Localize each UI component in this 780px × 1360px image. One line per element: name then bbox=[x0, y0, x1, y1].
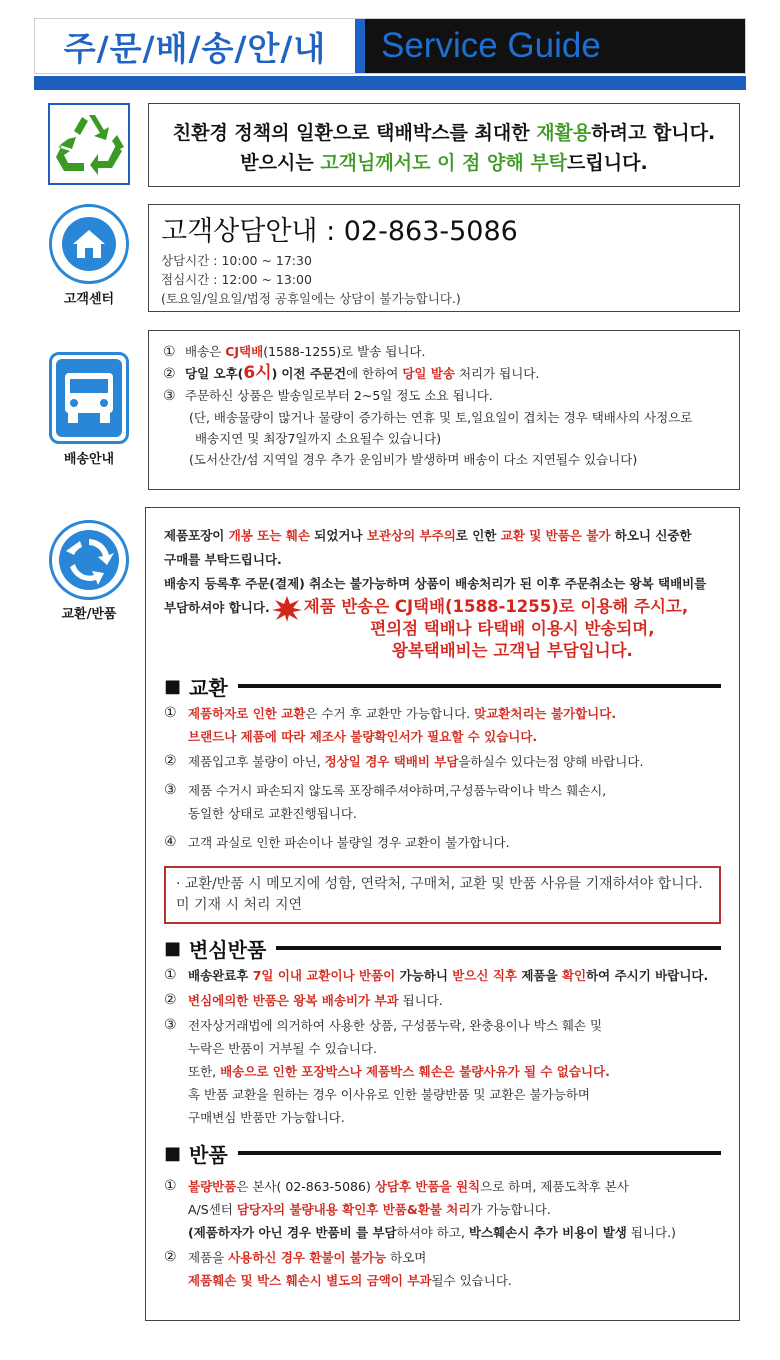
header-separator bbox=[355, 19, 365, 73]
item-number: ② bbox=[164, 753, 177, 769]
returns-box bbox=[145, 507, 740, 1321]
item-text: A/S센터 bbox=[188, 1202, 237, 1217]
shipping-note-1: (단, 배송물량이 많거나 물량이 증가하는 연휴 및 토,일요일이 겹치는 경우 택배사의 사정으로 bbox=[189, 410, 693, 425]
change-item-2 bbox=[164, 989, 721, 1012]
change-heading bbox=[164, 934, 721, 962]
item-highlight: 확인 bbox=[561, 968, 587, 983]
eco-text: 친환경 정책의 일환으로 택배박스를 최대한 bbox=[172, 122, 537, 144]
item-number: ③ bbox=[164, 1017, 177, 1033]
header-title-ko: 주/문/배/송/안/내 bbox=[63, 28, 327, 68]
exchange-icon-circle bbox=[49, 520, 129, 600]
shipping-note-2: 배송지연 및 최장7일까지 소요될수 있습니다) bbox=[195, 431, 442, 446]
eco-text: 하려고 합니다. bbox=[591, 122, 716, 144]
item-number: ① bbox=[164, 705, 177, 721]
exchange-item-2 bbox=[164, 750, 721, 773]
contact-box bbox=[148, 204, 740, 312]
memo-notice-2: 미 기재 시 처리 지연 bbox=[176, 897, 302, 913]
exchange-title: 교환 bbox=[189, 675, 228, 700]
item-highlight: 맞교환처리는 불가합니다. bbox=[474, 706, 617, 721]
burst-icon bbox=[272, 596, 302, 622]
intro-text: 하오니 신중한 bbox=[610, 528, 692, 543]
eco-notice bbox=[148, 103, 740, 187]
item-text: (1588-1255)로 발송 됩니다. bbox=[263, 344, 426, 359]
item-highlight: 정상일 경우 택배비 부담 bbox=[324, 754, 459, 769]
item-highlight: 제품하자로 인한 교환 bbox=[188, 706, 306, 721]
eco-line-2 bbox=[149, 148, 739, 178]
exchange-item-1 bbox=[164, 702, 721, 748]
item-text: 누락은 반품이 거부될 수 있습니다. bbox=[188, 1041, 377, 1056]
shipping-box bbox=[148, 330, 740, 490]
eco-highlight: 재활용 bbox=[536, 122, 592, 144]
item-number: ③ bbox=[164, 782, 177, 798]
item-text: 하여 주시기 바랍니다. bbox=[586, 968, 709, 983]
item-text: 혹 반품 교환을 원하는 경우 이사유로 인한 불량반품 및 교환은 불가능하며 bbox=[188, 1087, 590, 1102]
recycle-icon-box bbox=[48, 103, 130, 185]
eco-text: 받으시는 bbox=[240, 152, 321, 174]
item-text: ) bbox=[271, 366, 278, 381]
memo-notice bbox=[164, 866, 721, 924]
item-text: 하셔야 하고, bbox=[396, 1225, 469, 1240]
contact-label: 고객센터 bbox=[63, 292, 115, 307]
item-text: 됩니다.) bbox=[626, 1225, 676, 1240]
intro-text: 로 인한 bbox=[455, 528, 501, 543]
item-highlight: 사용하신 경우 환불이 불가능 bbox=[228, 1250, 387, 1265]
refund-item-2 bbox=[164, 1246, 721, 1292]
refund-title: 반품 bbox=[189, 1142, 228, 1167]
heading-rule bbox=[276, 946, 721, 950]
item-text: 제품 수거시 파손되지 않도록 포장해주셔야하며,구성품누락이나 박스 훼손시, bbox=[188, 783, 607, 798]
contact-title: 고객상담안내 : 02-863-5086 bbox=[161, 216, 518, 247]
truck-icon-box bbox=[49, 352, 129, 444]
intro-highlight: 보관상의 부주의 bbox=[366, 528, 456, 543]
eco-text: 드립니다. bbox=[567, 152, 648, 174]
change-item-3 bbox=[164, 1014, 721, 1129]
returns-star-block bbox=[164, 596, 721, 662]
item-text: 제품을 bbox=[188, 1250, 229, 1265]
exchange-icon bbox=[58, 529, 120, 591]
item-text: 제품입고후 불량이 아닌, bbox=[188, 754, 325, 769]
home-icon-circle bbox=[49, 204, 129, 284]
item-number: ④ bbox=[164, 834, 177, 850]
intro-highlight: 교환 및 반품은 불가 bbox=[500, 528, 611, 543]
heading-rule bbox=[238, 1151, 721, 1155]
heading-rule bbox=[238, 684, 721, 688]
item-text: 배송완료후 bbox=[188, 968, 253, 983]
item-text: 제품을 bbox=[517, 968, 562, 983]
item-text: 구매변심 반품만 가능합니다. bbox=[188, 1110, 345, 1125]
item-text: 처리가 됩니다. bbox=[454, 366, 540, 381]
change-item-1 bbox=[164, 964, 721, 987]
star-line-3: 왕복택배비는 고객님 부담입니다. bbox=[391, 641, 633, 660]
contact-note: (토요일/일요일/법정 공휴일에는 상담이 불가능합니다.) bbox=[161, 291, 461, 306]
square-bullet-icon: ■ bbox=[164, 937, 182, 959]
shipping-item-3 bbox=[163, 385, 725, 407]
header-bar bbox=[34, 76, 746, 90]
item-highlight: 당일 발송 bbox=[402, 366, 455, 381]
page-header bbox=[34, 18, 746, 74]
item-highlight: 상담후 반품을 원칙 bbox=[374, 1179, 481, 1194]
item-text: 주문하신 상품은 발송일로부터 2~5일 정도 소요 됩니다. bbox=[185, 388, 493, 403]
square-bullet-icon: ■ bbox=[164, 1142, 182, 1164]
intro-text: 제품포장이 bbox=[164, 528, 229, 543]
item-number: ③ bbox=[163, 388, 176, 404]
item-text: 은 수거 후 교환만 가능합니다. bbox=[305, 706, 475, 721]
item-text: 박스훼손시 추가 비용이 발생 bbox=[468, 1225, 627, 1240]
item-text: 또한, bbox=[188, 1064, 221, 1079]
returns-intro-2: 구매를 부탁드립니다. bbox=[164, 552, 282, 567]
returns-intro-1 bbox=[164, 524, 721, 548]
shipping-item-1 bbox=[163, 341, 725, 363]
returns-label: 교환/반품 bbox=[61, 607, 117, 622]
shipping-label: 배송안내 bbox=[63, 452, 115, 467]
item-text: 당일 오후( bbox=[185, 366, 244, 381]
item-highlight: 불량반품 bbox=[188, 1179, 237, 1194]
item-highlight: 배송으로 인한 포장박스나 제품박스 훼손은 불량사유가 될 수 없습니다. bbox=[220, 1064, 610, 1079]
item-text: 고객 과실로 인한 파손이나 불량일 경우 교환이 불가합니다. bbox=[188, 835, 510, 850]
item-text: 하오며 bbox=[386, 1250, 427, 1265]
item-text: 가능하니 bbox=[395, 968, 453, 983]
item-highlight: 담당자의 불량내용 확인후 반품&환불 처리 bbox=[236, 1202, 471, 1217]
refund-item-1 bbox=[164, 1175, 721, 1244]
contact-lunch: 점심시간 : 12:00 ~ 13:00 bbox=[161, 272, 312, 287]
item-highlight: 6시 bbox=[243, 363, 272, 383]
item-text: 이전 주문건 bbox=[281, 366, 347, 381]
item-number: ① bbox=[163, 344, 176, 360]
change-title: 변심반품 bbox=[189, 937, 267, 962]
item-highlight: CJ택배 bbox=[225, 344, 264, 359]
item-text: 됩니다. bbox=[398, 993, 443, 1008]
truck-icon bbox=[56, 359, 122, 437]
square-bullet-icon: ■ bbox=[164, 675, 182, 697]
intro-text: 되었거나 bbox=[309, 528, 367, 543]
item-text: 을하실수 있다는점 양해 바랍니다. bbox=[458, 754, 644, 769]
item-text: 전자상거래법에 의거하여 사용한 상품, 구성품누락, 완충용이나 박스 훼손 및 bbox=[188, 1018, 603, 1033]
item-highlight: 제품훼손 및 박스 훼손시 별도의 금액이 부과 bbox=[188, 1273, 432, 1288]
exchange-item-3 bbox=[164, 779, 721, 825]
exchange-heading bbox=[164, 672, 721, 700]
item-number: ② bbox=[164, 992, 177, 1008]
eco-line-1 bbox=[149, 118, 739, 148]
item-text: 동일한 상태로 교환진행됩니다. bbox=[188, 806, 357, 821]
item-text: 될수 있습니다. bbox=[431, 1273, 512, 1288]
item-highlight: 변심에의한 반품은 왕복 배송비가 부과 bbox=[188, 993, 399, 1008]
recycle-icon bbox=[54, 111, 124, 177]
item-text: 배송은 bbox=[185, 344, 226, 359]
header-title-en: Service Guide bbox=[365, 19, 745, 73]
item-highlight: 브랜드나 제품에 따라 제조사 불량확인서가 필요할 수 있습니다. bbox=[188, 729, 538, 744]
item-text: 에 한하여 bbox=[346, 366, 403, 381]
item-number: ① bbox=[164, 1178, 177, 1194]
memo-notice-1: · 교환/반품 시 메모지에 성함, 연락처, 구매처, 교환 및 반품 사유를 기재하셔야 합니다. bbox=[176, 876, 703, 892]
returns-intro-3: 배송지 등록후 주문(결제) 취소는 불가능하며 상품이 배송처리가 된 이후 주문취소는 왕복 택배비를 bbox=[164, 576, 707, 591]
intro-highlight: 개봉 또는 훼손 bbox=[228, 528, 310, 543]
item-text: 은 본사( 02-863-5086) bbox=[236, 1179, 375, 1194]
returns-intro-4: 부담하셔야 합니다. bbox=[164, 600, 270, 615]
shipping-item-2 bbox=[163, 363, 725, 385]
star-line-2: 편의점 택배나 타택배 이용시 반송되며, bbox=[370, 619, 655, 638]
exchange-item-4 bbox=[164, 831, 721, 854]
item-number: ② bbox=[163, 366, 176, 382]
item-number: ② bbox=[164, 1249, 177, 1265]
shipping-note-3: (도서산간/섬 지역일 경우 추가 운임비가 발생하며 배송이 다소 지연될수 있습니다) bbox=[189, 452, 638, 467]
contact-hours: 상담시간 : 10:00 ~ 17:30 bbox=[161, 253, 312, 268]
star-line-1: 제품 반송은 CJ택배(1588-1255)로 이용해 주시고, bbox=[303, 597, 689, 616]
item-number: ① bbox=[164, 967, 177, 983]
item-text: (제품하자가 아닌 경우 반품비 를 부담 bbox=[188, 1225, 397, 1240]
eco-highlight: 고객님께서도 이 점 양해 부탁 bbox=[320, 152, 568, 174]
item-text: 가 가능합니다. bbox=[470, 1202, 551, 1217]
home-icon bbox=[61, 216, 117, 272]
item-highlight: 7일 이내 교환이나 반품이 bbox=[252, 968, 396, 983]
item-highlight: 받으신 직후 bbox=[452, 968, 517, 983]
item-text: 으로 하며, 제품도착후 본사 bbox=[480, 1179, 629, 1194]
refund-heading bbox=[164, 1139, 721, 1167]
